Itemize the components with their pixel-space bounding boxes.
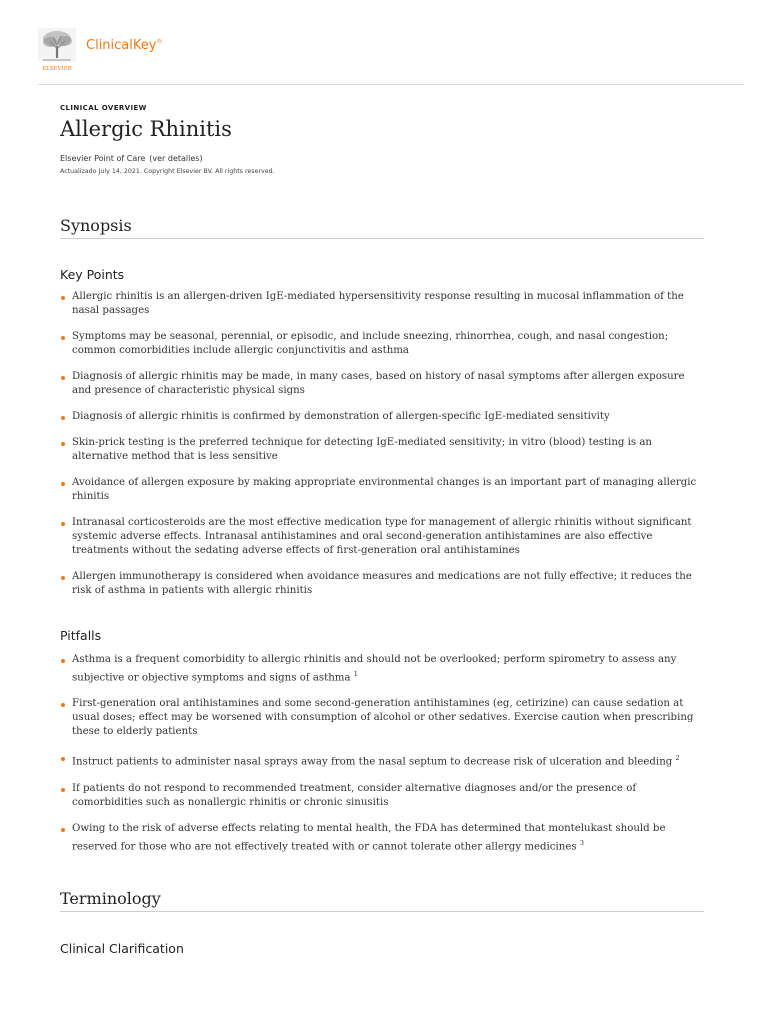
pitfall-text: Instruct patients to administer nasal sprays away from the nasal septum to decrease risk of ulceration and bleeding bbox=[72, 756, 673, 768]
key-points-list bbox=[60, 290, 704, 610]
list-item bbox=[60, 822, 704, 854]
page-title: Allergic Rhinitis bbox=[60, 117, 232, 141]
list-item: Diagnosis of allergic rhinitis is confirmed by demonstration of allergen-specific IgE-mediated sensitivity bbox=[60, 410, 704, 424]
reference-link[interactable]: 3 bbox=[579, 838, 584, 847]
brand-name: ClinicalKey bbox=[86, 38, 157, 53]
article-byline bbox=[60, 154, 704, 163]
article-source: Elsevier Point of Care bbox=[60, 154, 146, 163]
pitfalls-heading: Pitfalls bbox=[60, 628, 102, 643]
pitfalls-list bbox=[60, 653, 704, 866]
key-points-heading: Key Points bbox=[60, 267, 125, 282]
list-item: Diagnosis of allergic rhinitis may be made, in many cases, based on history of nasal symptoms after allergen exposure and presence of characteristic physical signs bbox=[60, 370, 704, 398]
reference-link[interactable]: 2 bbox=[675, 754, 680, 763]
list-item: Skin-prick testing is the preferred technique for detecting IgE-mediated sensitivity; in vitro (blood) testing is an alternative method that is less sensitive bbox=[60, 436, 704, 464]
article-header bbox=[60, 104, 704, 175]
list-item: Allergen immunotherapy is considered when avoidance measures and medications are not fully effective; it reduces the risk of asthma in patients with allergic rhinitis bbox=[60, 570, 704, 598]
site-header bbox=[0, 0, 768, 84]
reference-link[interactable]: 1 bbox=[353, 670, 358, 678]
header-divider bbox=[38, 84, 744, 85]
pitfall-text: Owing to the risk of adverse effects relating to mental health, the FDA has determined that montelukast should be reserved for those who are not effectively treated with or cannot tolerate other allergy medicines bbox=[72, 822, 666, 853]
synopsis-heading: Synopsis bbox=[60, 216, 704, 239]
list-item: Avoidance of allergen exposure by making appropriate environmental changes is an important part of managing allergic rhinitis bbox=[60, 476, 704, 504]
details-link[interactable]: (ver detalles) bbox=[149, 154, 203, 163]
synopsis-section bbox=[60, 216, 704, 239]
updated-notice: Actualizado July 14, 2021. Copyright Elsevier BV. All rights reserved. bbox=[60, 168, 275, 175]
clinicalkey-logo[interactable] bbox=[86, 38, 162, 53]
clinical-clarification-heading: Clinical Clarification bbox=[60, 941, 184, 956]
publisher-wordmark: ELSEVIER bbox=[42, 66, 72, 72]
terminology-heading: Terminology bbox=[60, 889, 704, 912]
list-item: Symptoms may be seasonal, perennial, or episodic, and include sneezing, rhinorrhea, cough, and nasal congestion; common comorbidities include allergic conjunctivitis and asthma bbox=[60, 330, 704, 358]
list-item bbox=[60, 653, 704, 685]
pitfall-text: If patients do not respond to recommended treatment, consider alternative diagnoses and/or the presence of comorbidities such as nonallergic rhinitis or chronic sinusitis bbox=[72, 782, 637, 808]
article-kicker: CLINICAL OVERVIEW bbox=[60, 104, 147, 112]
list-item: Allergic rhinitis is an allergen-driven IgE-mediated hypersensitivity response resulting in mucosal inflammation of the nasal passages bbox=[60, 290, 704, 318]
pitfall-text: Asthma is a frequent comorbidity to allergic rhinitis and should not be overlooked; perform spirometry to assess any subjective or objective symptoms and signs of asthma bbox=[72, 654, 677, 684]
list-item: Intranasal corticosteroids are the most effective medication type for management of allergic rhinitis without significant systemic adverse effects. Intranasal antihistamines and oral second-generation antihistamines are also effective treatments without the sedating adverse effects of first-generation oral antihistamines bbox=[60, 516, 704, 558]
list-item bbox=[60, 697, 704, 739]
pitfall-text: First-generation oral antihistamines and some second-generation antihistamines (eg, cetirizine) can cause sedation at usual doses; effect may be worsened with consumption of alcohol or other sedatives. Exercise caution when prescribing these to elderly patients bbox=[72, 698, 694, 738]
list-item bbox=[60, 751, 704, 769]
brand-mark: ® bbox=[156, 38, 163, 46]
terminology-section bbox=[60, 889, 704, 912]
list-item bbox=[60, 782, 704, 810]
elsevier-tree-icon[interactable] bbox=[38, 28, 76, 72]
